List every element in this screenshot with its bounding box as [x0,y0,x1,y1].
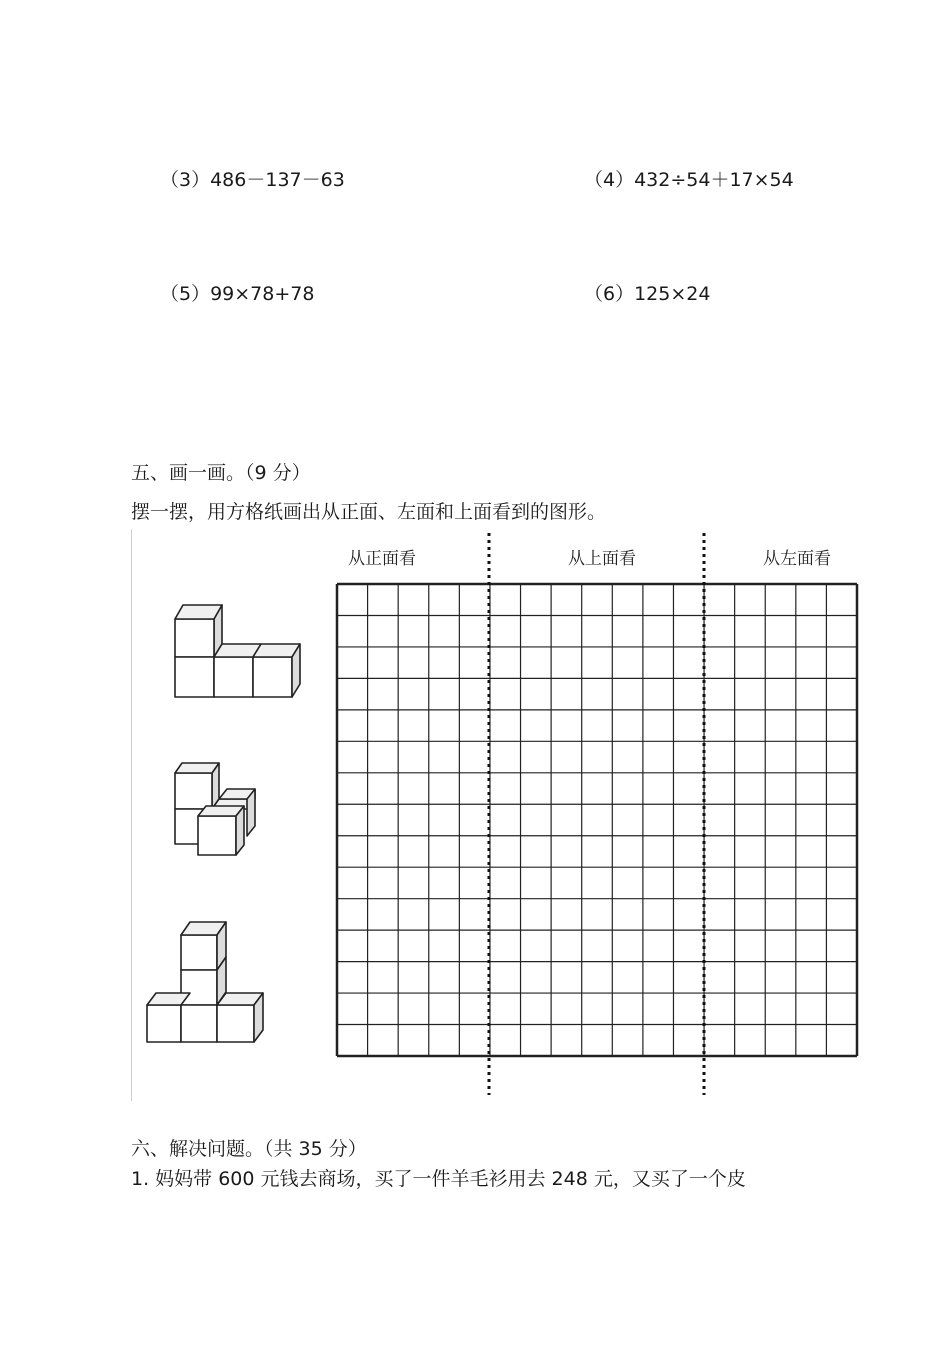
view-label-front: 从正面看 [348,549,416,569]
section6-heading: 六、解决问题。（共 35 分） [131,1138,367,1160]
cube-shape-2 [175,763,255,855]
cube-shape-3 [147,922,263,1042]
section5-heading: 五、画一画。（9 分） [131,462,311,484]
problem-6: （6）125×24 [584,283,711,305]
cube-shape-1 [175,605,300,697]
problem-5: （5）99×78+78 [160,283,315,305]
view-label-left: 从左面看 [763,549,831,569]
question-1: 1. 妈妈带 600 元钱去商场，买了一件羊毛衫用去 248 元，又买了一个皮 [131,1168,746,1190]
problem-4: （4）432÷54＋17×54 [584,169,794,191]
drawing-figure [131,529,880,1101]
section5-instruction: 摆一摆，用方格纸画出从正面、左面和上面看到的图形。 [131,501,607,523]
view-label-top: 从上面看 [568,549,636,569]
square-grid [337,584,857,1056]
problem-3: （3）486－137－63 [160,169,345,191]
